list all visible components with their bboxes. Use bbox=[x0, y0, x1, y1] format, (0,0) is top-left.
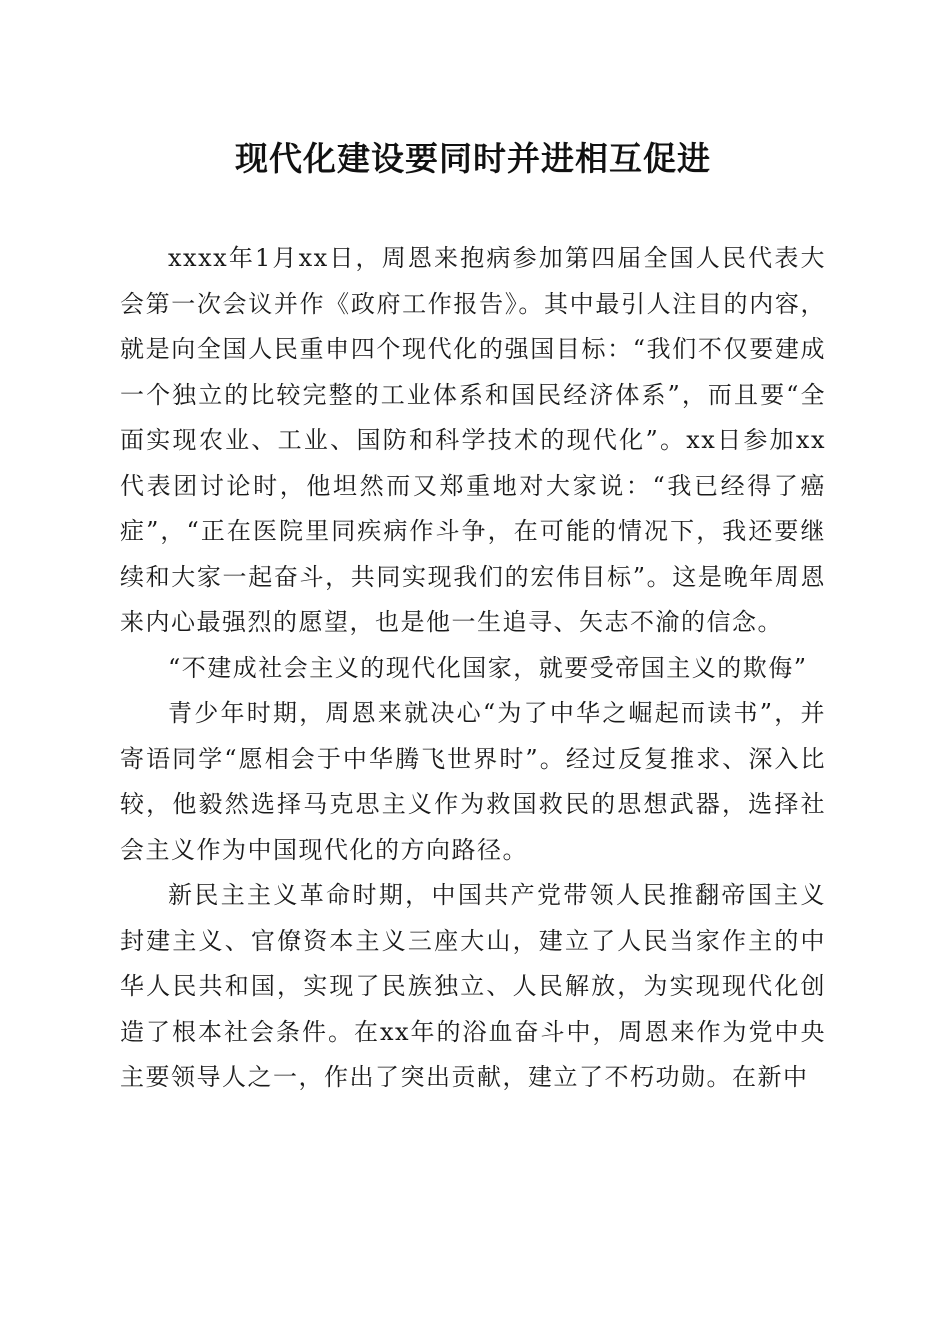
paragraph-1: xxxx年1月xx日，周恩来抱病参加第四届全国人民代表大会第一次会议并作《政府工作报告》。其中最引人注目的内容，就是向全国人民重申四个现代化的强国目标：“我们不仅要建成一个独立的比较完整的工业体系和国民经济体系”，而且要“全面实现农业、工业、国防和科学技术的现代化”。xx日参加xx代表团讨论时，他坦然而又郑重地对大家说：“我已经得了癌症”，“正在医院里同疾病作斗争，在可能的情况下，我还要继续和大家一起奋斗，共同实现我们的宏伟目标”。这是晚年周恩来内心最强烈的愿望，也是他一生追寻、矢志不渝的信念。 bbox=[120, 244, 826, 636]
paragraph-4: 新民主主义革命时期，中国共产党带领人民推翻帝国主义封建主义、官僚资本主义三座大山，建立了人民当家作主的中华人民共和国，实现了民族独立、人民解放，为实现现代化创造了根本社会条件。在xx年的浴血奋斗中，周恩来作为党中央主要领导人之一，作出了突出贡献，建立了不朽功勋。在新中 bbox=[120, 881, 826, 1091]
document-title: 现代化建设要同时并进相互促进 bbox=[235, 139, 711, 178]
document-body bbox=[120, 236, 826, 1101]
paragraph-3: 青少年时期，周恩来就决心“为了中华之崛起而读书”，并寄语同学“愿相会于中华腾飞世界时”。经过反复推求、深入比较，他毅然选择马克思主义作为救国救民的思想武器，选择社会主义作为中国现代化的方向路径。 bbox=[120, 699, 826, 864]
paragraph-2-subheading: “不建成社会主义的现代化国家，就要受帝国主义的欺侮” bbox=[168, 653, 808, 682]
